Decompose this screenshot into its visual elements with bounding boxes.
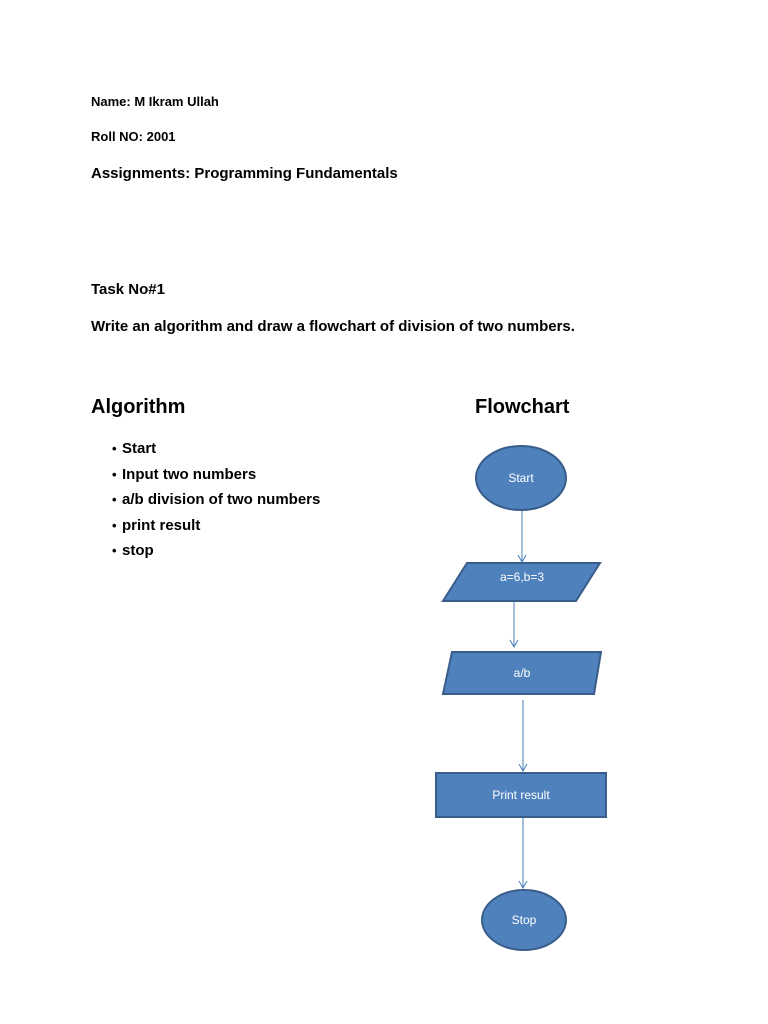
task-number: Task No#1	[91, 281, 165, 298]
stop-node-label: Stop	[511, 913, 537, 927]
algorithm-heading: Algorithm	[91, 396, 186, 418]
algorithm-step-text: Start	[122, 440, 157, 457]
input-node-label: a=6,b=3	[499, 570, 545, 584]
algorithm-step-text: print result	[122, 516, 201, 534]
bullet-icon: •	[112, 492, 117, 507]
roll-number: Roll NO: 2001	[91, 129, 176, 144]
division-node-label: a/b	[513, 666, 531, 680]
assignment-title: Assignments: Programming Fundamentals	[91, 165, 398, 182]
start-node	[476, 446, 566, 510]
bullet-icon: •	[112, 441, 117, 456]
student-name: Name: M Ikram Ullah	[91, 94, 219, 109]
algorithm-step-text: a/b division of two numbers	[122, 491, 321, 508]
task-description: Write an algorithm and draw a flowchart of division of two numbers.	[91, 318, 575, 335]
bullet-icon: •	[112, 517, 117, 533]
algorithm-step-text: stop	[122, 542, 154, 559]
division-node	[443, 652, 601, 694]
algorithm-step-text: Input two numbers	[122, 465, 257, 483]
input-node	[443, 563, 600, 601]
flowchart-heading: Flowchart	[475, 396, 570, 418]
print-node	[436, 773, 606, 817]
bullet-icon: •	[112, 466, 117, 482]
bullet-icon: •	[112, 543, 117, 558]
print-node-label: Print result	[492, 788, 550, 802]
start-node-label: Start	[508, 471, 534, 485]
stop-node	[482, 890, 566, 950]
